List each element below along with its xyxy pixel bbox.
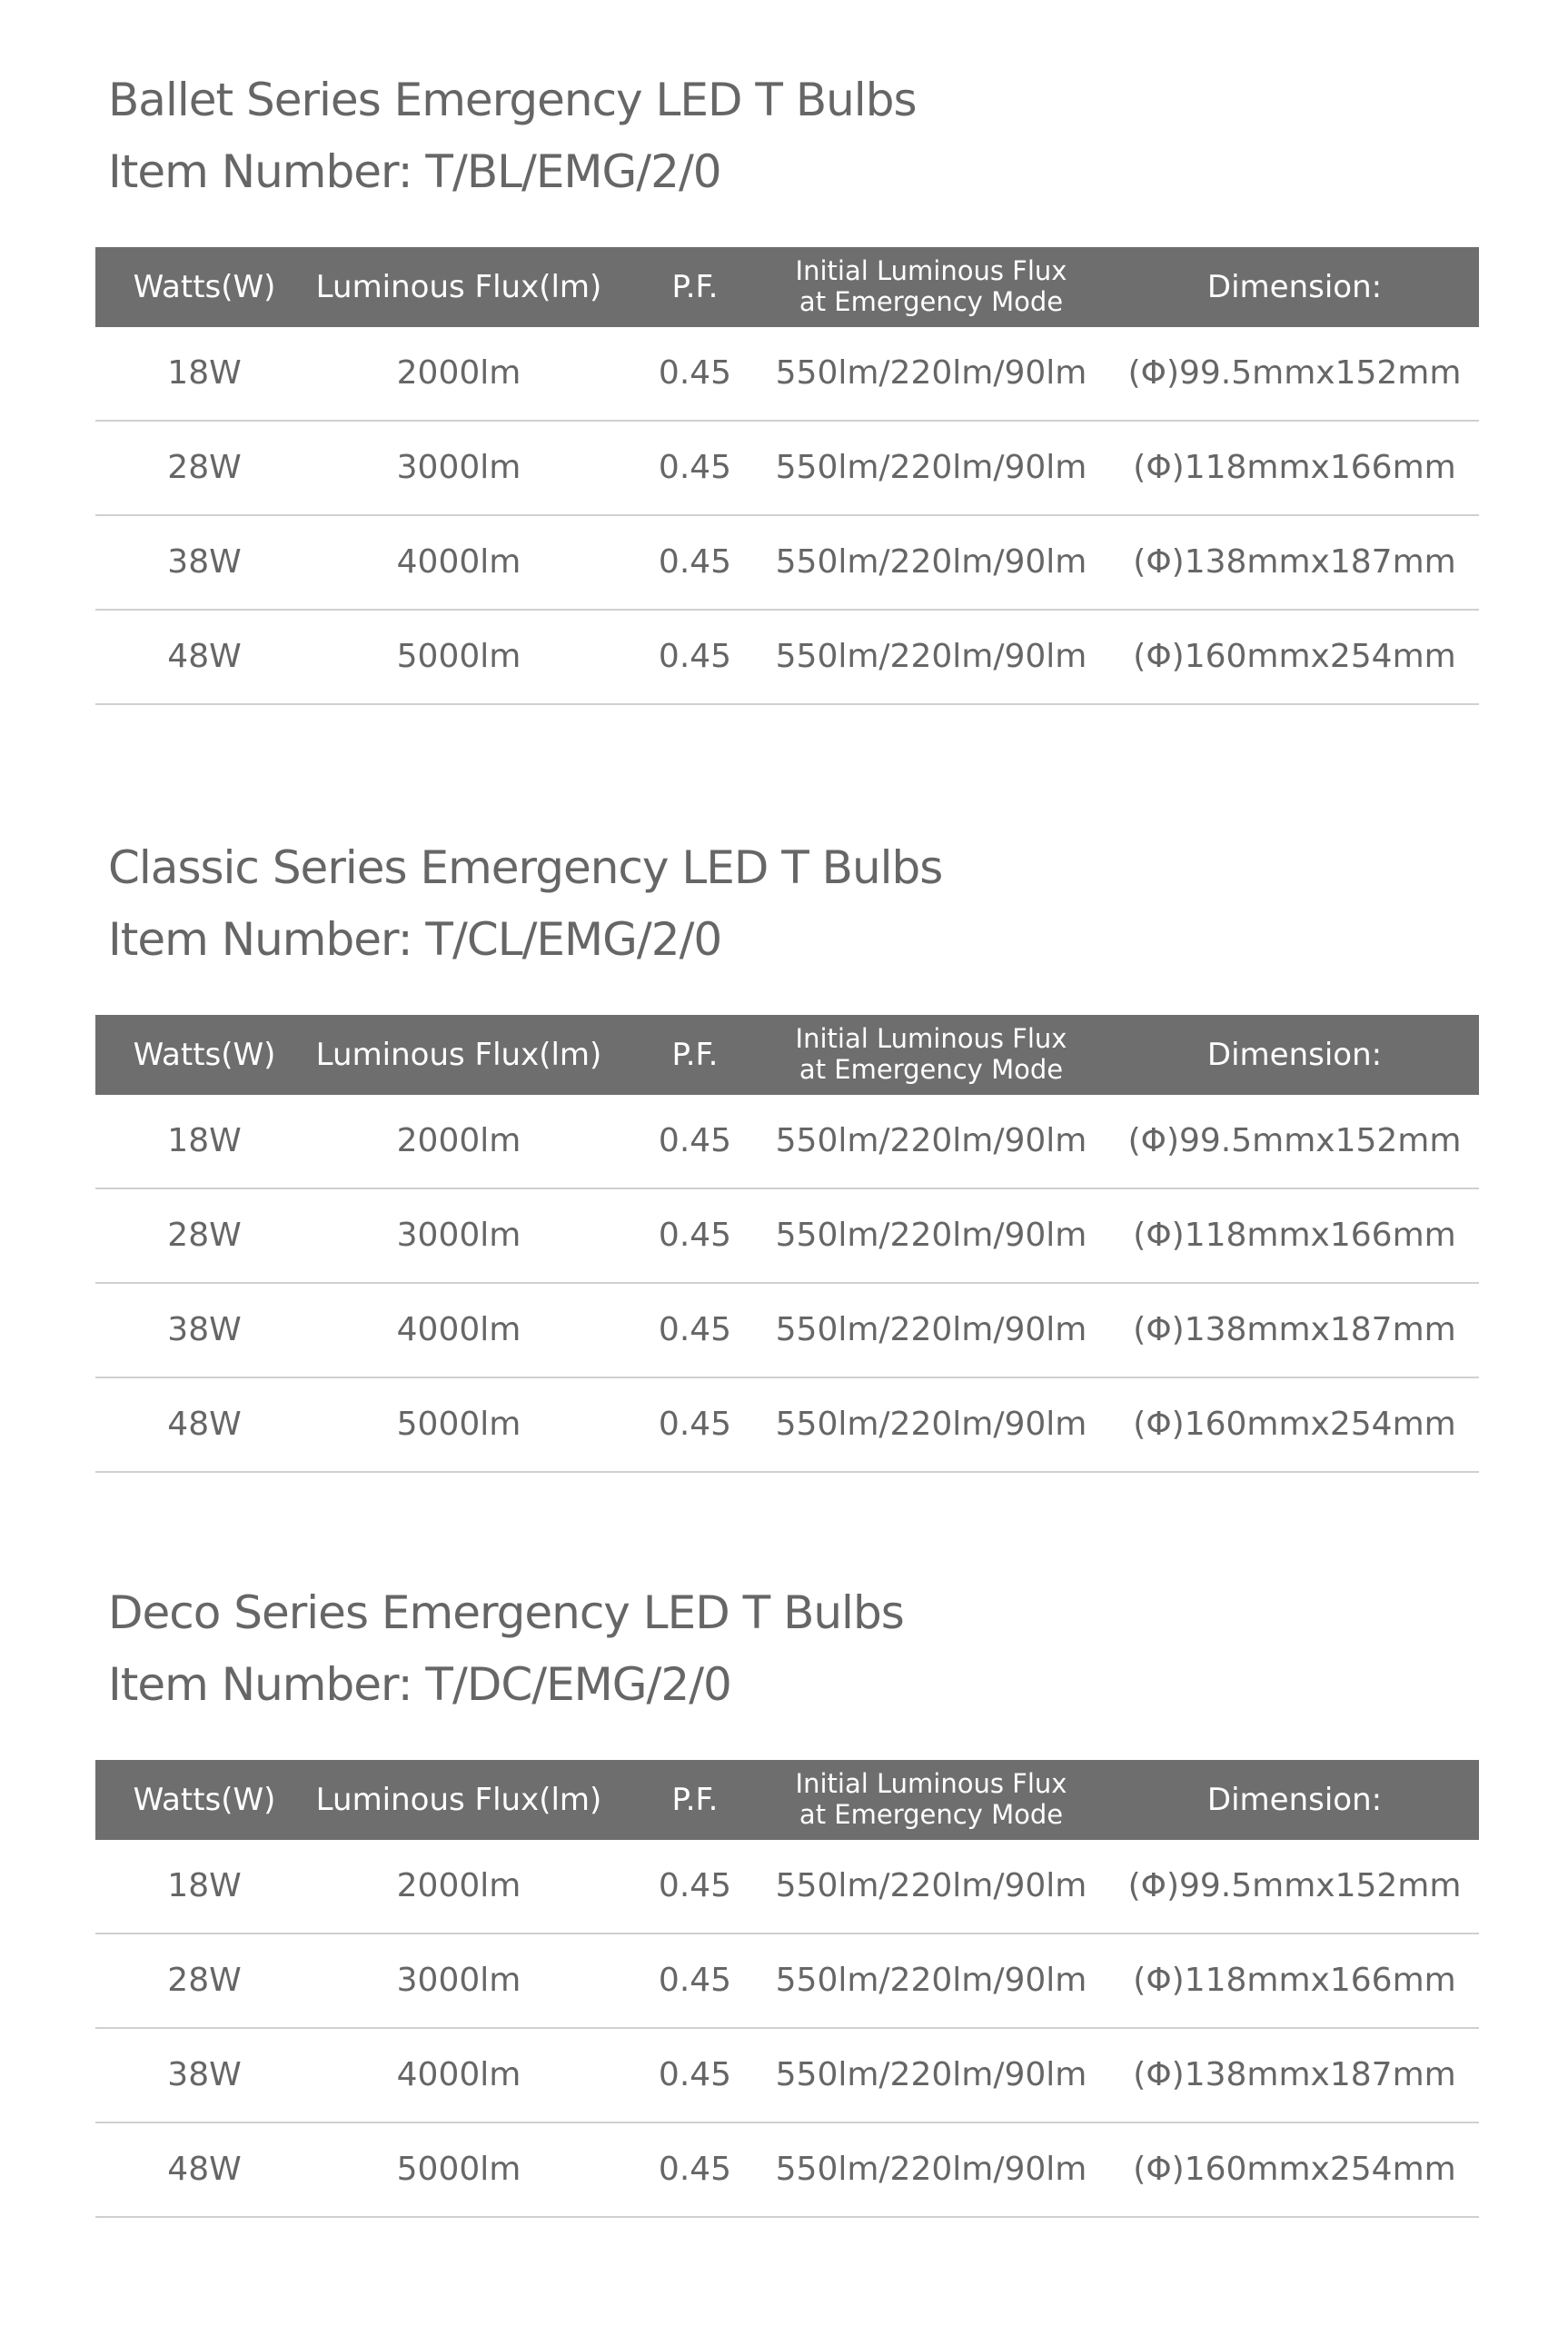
table-row — [95, 2029, 1479, 2123]
table-row — [95, 1189, 1479, 1284]
cell-power-factor: 0.45 — [658, 543, 732, 581]
series-title: Ballet Series Emergency LED T Bulbs — [108, 74, 917, 126]
header-emergency-flux-line1: Initial Luminous Flux — [795, 1768, 1067, 1799]
cell-emergency-flux: 550lm/220lm/90lm — [775, 1406, 1087, 1443]
spec-table — [95, 247, 1479, 705]
cell-power-factor: 0.45 — [658, 1406, 732, 1443]
cell-watts: 28W — [167, 449, 242, 486]
table-row — [95, 1284, 1479, 1378]
cell-luminous-flux: 2000lm — [396, 1122, 521, 1159]
cell-emergency-flux: 550lm/220lm/90lm — [775, 2056, 1087, 2093]
table-row — [95, 1934, 1479, 2029]
item-number: Item Number: T/DC/EMG/2/0 — [108, 1658, 731, 1711]
cell-power-factor: 0.45 — [658, 638, 732, 675]
cell-dimension: (Φ)99.5mmx152mm — [1127, 354, 1462, 392]
cell-emergency-flux: 550lm/220lm/90lm — [775, 638, 1087, 675]
cell-dimension: (Φ)118mmx166mm — [1133, 1217, 1456, 1254]
cell-watts: 48W — [167, 2151, 242, 2188]
header-emergency-flux-line1: Initial Luminous Flux — [795, 1023, 1067, 1054]
cell-emergency-flux: 550lm/220lm/90lm — [775, 1122, 1087, 1159]
cell-luminous-flux: 5000lm — [396, 2151, 521, 2188]
table-row — [95, 422, 1479, 516]
cell-dimension: (Φ)99.5mmx152mm — [1127, 1867, 1462, 1904]
cell-watts: 18W — [167, 1867, 242, 1904]
cell-watts: 38W — [167, 2056, 242, 2093]
item-number: Item Number: T/CL/EMG/2/0 — [108, 913, 722, 966]
cell-power-factor: 0.45 — [658, 1311, 732, 1348]
table-row — [95, 1378, 1479, 1473]
cell-watts: 48W — [167, 1406, 242, 1443]
header-dimension: Dimension: — [1206, 1037, 1383, 1073]
table-row — [95, 1095, 1479, 1189]
cell-dimension: (Φ)138mmx187mm — [1133, 543, 1456, 581]
header-power-factor: P.F. — [671, 269, 719, 305]
cell-emergency-flux: 550lm/220lm/90lm — [775, 449, 1087, 486]
cell-power-factor: 0.45 — [658, 1217, 732, 1254]
series-title: Deco Series Emergency LED T Bulbs — [108, 1586, 904, 1639]
header-luminous-flux: Luminous Flux(lm) — [315, 1037, 602, 1073]
header-emergency-flux — [768, 1015, 1095, 1095]
table-row — [95, 516, 1479, 611]
table-row — [95, 327, 1479, 422]
header-dimension: Dimension: — [1206, 269, 1383, 305]
cell-power-factor: 0.45 — [658, 1867, 732, 1904]
cell-watts: 18W — [167, 354, 242, 392]
cell-power-factor: 0.45 — [658, 1122, 732, 1159]
cell-power-factor: 0.45 — [658, 2056, 732, 2093]
header-watts: Watts(W) — [133, 269, 276, 305]
cell-power-factor: 0.45 — [658, 449, 732, 486]
cell-power-factor: 0.45 — [658, 1962, 732, 1999]
header-emergency-flux-line1: Initial Luminous Flux — [795, 255, 1067, 286]
cell-watts: 28W — [167, 1217, 242, 1254]
cell-watts: 18W — [167, 1122, 242, 1159]
header-emergency-flux — [768, 1760, 1095, 1840]
cell-luminous-flux: 4000lm — [396, 543, 521, 581]
cell-emergency-flux: 550lm/220lm/90lm — [775, 2151, 1087, 2188]
cell-dimension: (Φ)118mmx166mm — [1133, 1962, 1456, 1999]
cell-emergency-flux: 550lm/220lm/90lm — [775, 354, 1087, 392]
cell-emergency-flux: 550lm/220lm/90lm — [775, 1311, 1087, 1348]
cell-dimension: (Φ)138mmx187mm — [1133, 1311, 1456, 1348]
cell-luminous-flux: 4000lm — [396, 1311, 521, 1348]
cell-dimension: (Φ)99.5mmx152mm — [1127, 1122, 1462, 1159]
table-row — [95, 611, 1479, 705]
spec-table — [95, 1760, 1479, 2218]
cell-luminous-flux: 2000lm — [396, 1867, 521, 1904]
cell-luminous-flux: 3000lm — [396, 1217, 521, 1254]
cell-dimension: (Φ)160mmx254mm — [1133, 638, 1456, 675]
header-emergency-flux — [768, 247, 1095, 327]
header-watts: Watts(W) — [133, 1037, 276, 1073]
header-emergency-flux-line2: at Emergency Mode — [799, 1799, 1064, 1830]
header-power-factor: P.F. — [671, 1037, 719, 1073]
cell-luminous-flux: 5000lm — [396, 1406, 521, 1443]
cell-emergency-flux: 550lm/220lm/90lm — [775, 1217, 1087, 1254]
header-dimension: Dimension: — [1206, 1782, 1383, 1818]
item-number: Item Number: T/BL/EMG/2/0 — [108, 145, 721, 198]
header-power-factor: P.F. — [671, 1782, 719, 1818]
series-title: Classic Series Emergency LED T Bulbs — [108, 841, 943, 894]
table-row — [95, 2123, 1479, 2218]
cell-dimension: (Φ)118mmx166mm — [1133, 449, 1456, 486]
cell-watts: 38W — [167, 543, 242, 581]
cell-emergency-flux: 550lm/220lm/90lm — [775, 1962, 1087, 1999]
cell-watts: 28W — [167, 1962, 242, 1999]
cell-emergency-flux: 550lm/220lm/90lm — [775, 543, 1087, 581]
header-luminous-flux: Luminous Flux(lm) — [315, 269, 602, 305]
cell-dimension: (Φ)138mmx187mm — [1133, 2056, 1456, 2093]
header-watts: Watts(W) — [133, 1782, 276, 1818]
cell-power-factor: 0.45 — [658, 2151, 732, 2188]
table-header-row — [95, 1015, 1479, 1095]
cell-luminous-flux: 5000lm — [396, 638, 521, 675]
header-emergency-flux-line2: at Emergency Mode — [799, 1054, 1064, 1085]
table-row — [95, 1840, 1479, 1934]
cell-watts: 38W — [167, 1311, 242, 1348]
cell-watts: 48W — [167, 638, 242, 675]
table-header-row — [95, 247, 1479, 327]
cell-luminous-flux: 3000lm — [396, 449, 521, 486]
table-header-row — [95, 1760, 1479, 1840]
header-luminous-flux: Luminous Flux(lm) — [315, 1782, 602, 1818]
cell-luminous-flux: 3000lm — [396, 1962, 521, 1999]
spec-table — [95, 1015, 1479, 1473]
header-emergency-flux-line2: at Emergency Mode — [799, 286, 1064, 317]
cell-luminous-flux: 2000lm — [396, 354, 521, 392]
cell-power-factor: 0.45 — [658, 354, 732, 392]
cell-emergency-flux: 550lm/220lm/90lm — [775, 1867, 1087, 1904]
cell-luminous-flux: 4000lm — [396, 2056, 521, 2093]
cell-dimension: (Φ)160mmx254mm — [1133, 1406, 1456, 1443]
cell-dimension: (Φ)160mmx254mm — [1133, 2151, 1456, 2188]
